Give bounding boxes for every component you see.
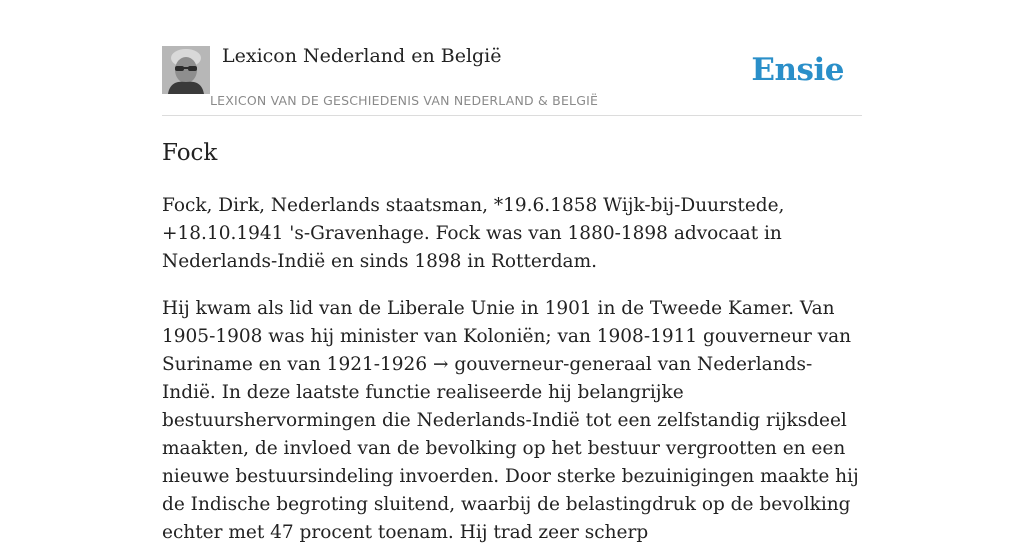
site-title[interactable]: Lexicon Nederland en België <box>222 45 502 67</box>
content-container <box>162 0 862 543</box>
site-header <box>162 0 862 116</box>
avatar-image <box>162 46 210 94</box>
site-subtitle[interactable]: LEXICON VAN DE GESCHIEDENIS VAN NEDERLAND & BELGIË <box>210 93 599 108</box>
article-paragraph-1: Fock, Dirk, Nederlands staatsman, *19.6.1858 Wijk-bij-Duurstede, +18.10.1941 's-Gravenhage. Fock was van 1880-1898 advocaat in Nederlands-Indië en sinds 1898 in Rotterdam. <box>162 195 785 272</box>
ensie-logo[interactable]: Ensie <box>751 52 844 88</box>
article-title: Fock <box>162 140 218 166</box>
article-paragraph-2: Hij kwam als lid van de Liberale Unie in 1901 in de Tweede Kamer. Van 1905-1908 was hij minister van Koloniën; van 1908-1911 gouverneur van Suriname en van 1921-1926 → gouverneur-generaal van Nederlands-Indië. In deze laatste functie realiseerde hij belangrijke bestuurshervormingen die Nederlands-Indië tot een zelfstandig rijksdeel maakten, de invloed van de bevolking op het bestuur vergrootten en een nieuwe bestuursindeling invoerden. Door sterke bezuinigingen maakte hij de Indische begroting sluitend, waarbij de belastingdruk op de bevolking echter met 47 procent toenam. Hij trad zeer scherp <box>162 298 859 543</box>
person-avatar-icon[interactable] <box>162 46 210 94</box>
